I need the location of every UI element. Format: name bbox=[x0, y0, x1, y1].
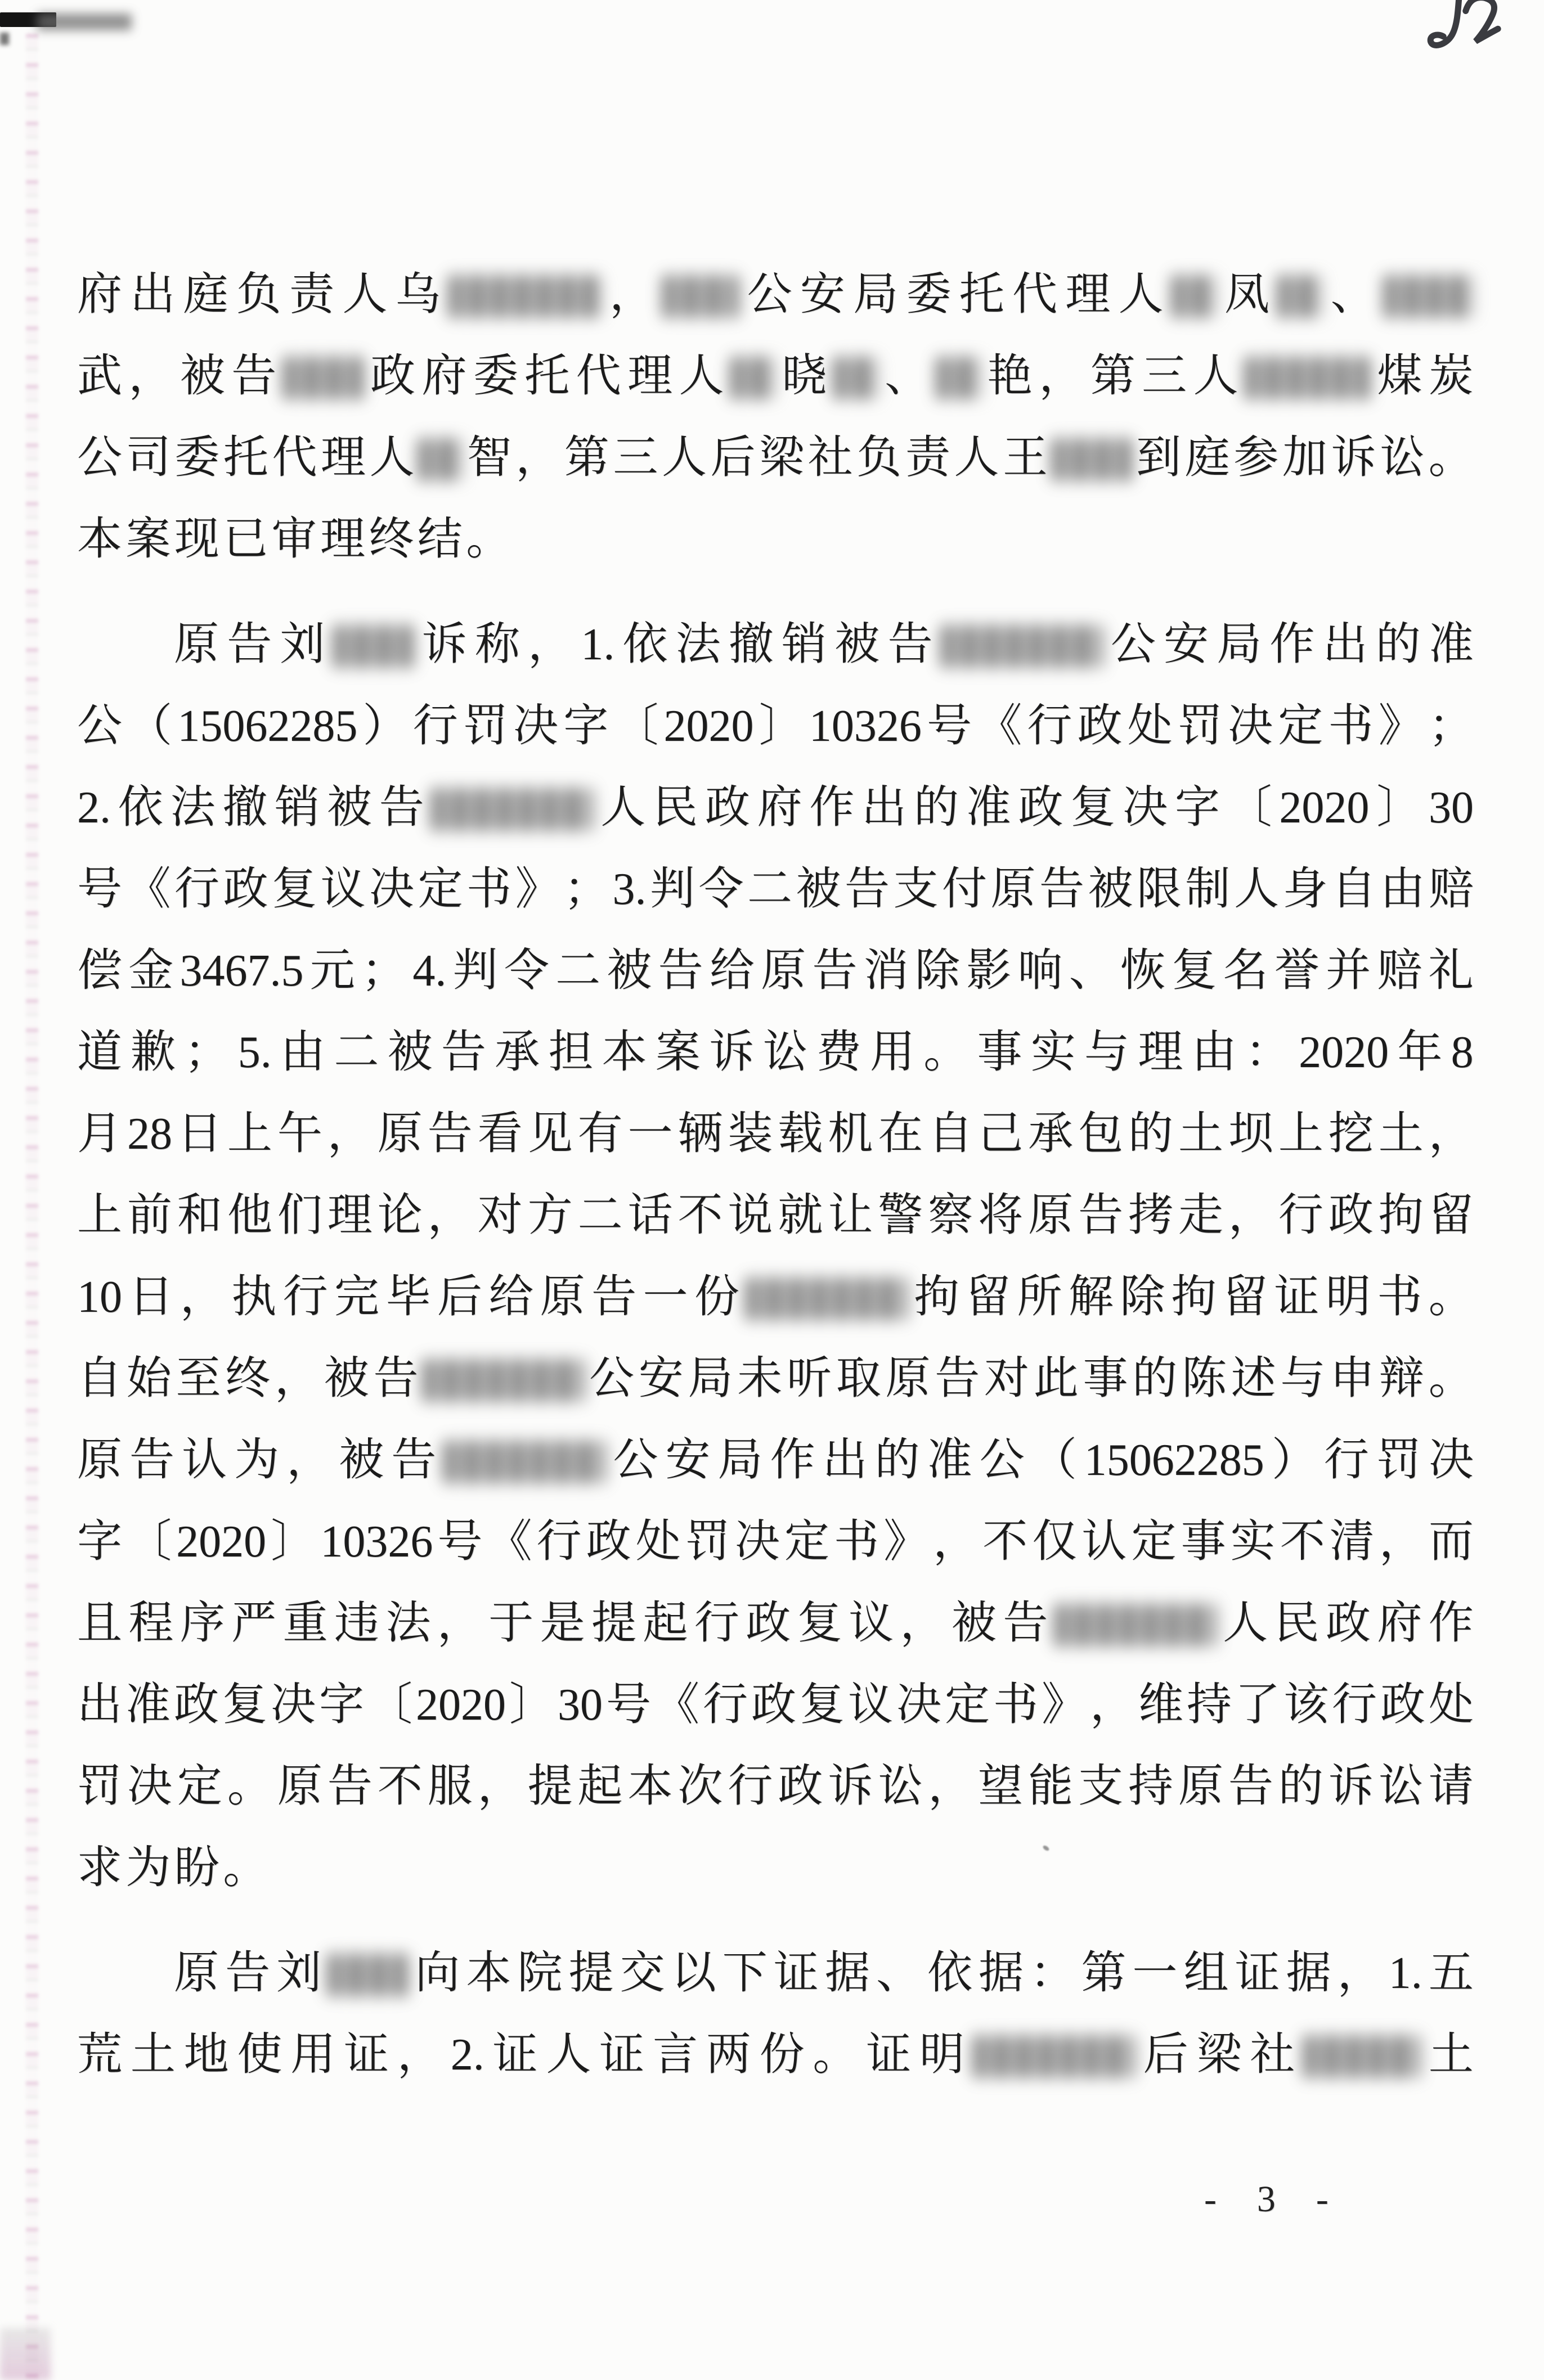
text-line: 10 日 ， 执 行 完 毕 后 给 原 告 一 份 拘 留 所 解 除 拘 留 证 明 书 。 bbox=[77, 1272, 1474, 1322]
text-line: 且 程 序 严 重 违 法 ， 于 是 提 起 行 政 复 议 ， 被 告 人 民 政 府 作 bbox=[77, 1599, 1474, 1648]
text-line: 原 告 刘 诉 称 ， 1. 依 法 撤 销 被 告 公 安 局 作 出 的 准 bbox=[174, 620, 1474, 669]
redacted-text bbox=[283, 357, 364, 399]
redacted-text bbox=[1384, 275, 1474, 318]
redacted-text bbox=[936, 357, 981, 399]
text-line: 号 《 行 政 复 议 决 定 书 》 ； 3. 判 令 二 被 告 支 付 原 告 被 限 制 人 身 自 由 赔 bbox=[77, 865, 1474, 914]
text-line: 道 歉 ； 5. 由 二 被 告 承 担 本 案 诉 讼 费 用 。 事 实 与 理 由 ： 2020 年 8 bbox=[77, 1028, 1474, 1077]
scan-artifact-bottom-left bbox=[0, 2328, 51, 2380]
redacted-text bbox=[418, 438, 463, 481]
redacted-text bbox=[730, 357, 775, 399]
text-line: 偿 金 3467.5 元 ； 4. 判 令 二 被 告 给 原 告 消 除 影 响 、 恢 复 名 誉 并 赔 礼 bbox=[77, 946, 1474, 996]
redacted-text bbox=[1054, 1604, 1217, 1646]
text-line: 公 （ 15062285 ） 行 罚 决 字 〔 2020 〕 10326 号 《 行 政 处 罚 决 定 书 》 ； bbox=[77, 701, 1474, 751]
text-line: 武 ， 被 告 政 府 委 托 代 理 人 晓 、 艳 ， 第 三 人 煤 炭 bbox=[77, 352, 1474, 401]
scan-artifact-top-left-smudge bbox=[37, 14, 132, 30]
redacted-text bbox=[423, 1359, 585, 1402]
redacted-text bbox=[1277, 275, 1322, 318]
paragraph bbox=[77, 1933, 1474, 2096]
text-line: 罚 决 定 。 原 告 不 服 ， 提 起 本 次 行 政 诉 讼 ， 望 能 支 持 原 告 的 诉 讼 请 bbox=[77, 1762, 1474, 1811]
text-line: 原 告 刘 向 本 院 提 交 以 下 证 据 、 依 据 ： 第 一 组 证 据 ， 1. 五 bbox=[174, 1949, 1474, 1998]
text-line: 字 〔 2020 〕 10326 号 《 行 政 处 罚 决 定 书 》 ， 不 仅 认 定 事 实 不 清 ， 而 bbox=[77, 1517, 1474, 1567]
text-line: 上 前 和 他 们 理 论 ， 对 方 二 话 不 说 就 让 警 察 将 原 告 拷 走 ， 行 政 拘 留 bbox=[77, 1191, 1474, 1240]
redacted-text bbox=[833, 357, 878, 399]
handwritten-mark-52 bbox=[1415, 0, 1537, 59]
redacted-text bbox=[1172, 275, 1217, 318]
scan-streak-left-edge bbox=[26, 34, 38, 2380]
text-line: 公 司 委 托 代 理 人 智 ， 第 三 人 后 梁 社 负 责 人 王 到 庭 参 加 诉 讼 。 bbox=[77, 433, 1474, 483]
text-line: 2. 依 法 撤 销 被 告 人 民 政 府 作 出 的 准 政 复 决 字 〔 2020 〕 30 bbox=[77, 783, 1474, 833]
redacted-text bbox=[746, 1277, 908, 1320]
redacted-text bbox=[1303, 2035, 1420, 2078]
paragraph bbox=[77, 254, 1474, 581]
paragraph bbox=[77, 604, 1474, 1909]
text-line: 出 准 政 复 决 字 〔 2020 〕 30 号 《 行 政 复 议 决 定 书 》 ， 维 持 了 该 行 政 处 bbox=[77, 1680, 1474, 1730]
text-line: 原 告 认 为 ， 被 告 公 安 局 作 出 的 准 公 （ 15062285 ） 行 罚 决 bbox=[77, 1436, 1474, 1485]
text-line: 月 28 日 上 午 ， 原 告 看 见 有 一 辆 装 载 机 在 自 己 承 包 的 土 坝 上 挖 土 ， bbox=[77, 1109, 1474, 1159]
text-line: 求为盼。 bbox=[77, 1843, 272, 1893]
redacted-text bbox=[1052, 438, 1133, 481]
text-line: 荒 土 地 使 用 证 ， 2. 证 人 证 言 两 份 。 证 明 后 梁 社 土 bbox=[77, 2030, 1474, 2080]
page-number: - 3 - bbox=[1204, 2179, 1344, 2220]
text-line: 本案现已审理终结。 bbox=[77, 515, 515, 564]
scan-artifact-left-speck bbox=[0, 33, 9, 45]
redacted-text bbox=[327, 1954, 409, 1996]
redacted-text bbox=[662, 275, 739, 318]
redacted-text bbox=[333, 625, 414, 668]
text-line: 府 出 庭 负 责 人 乌 ， 公 安 局 委 托 代 理 人 凤 、 bbox=[77, 254, 1474, 336]
redacted-text bbox=[448, 275, 602, 318]
document-body bbox=[77, 254, 1474, 2096]
redacted-text bbox=[973, 2035, 1135, 2078]
redacted-text bbox=[941, 625, 1103, 668]
redacted-text bbox=[1245, 357, 1371, 399]
redacted-text bbox=[443, 1441, 605, 1483]
redacted-text bbox=[431, 788, 593, 831]
text-line: 自 始 至 终 ， 被 告 公 安 局 未 听 取 原 告 对 此 事 的 陈 述 与 申 辩 。 bbox=[77, 1354, 1474, 1403]
